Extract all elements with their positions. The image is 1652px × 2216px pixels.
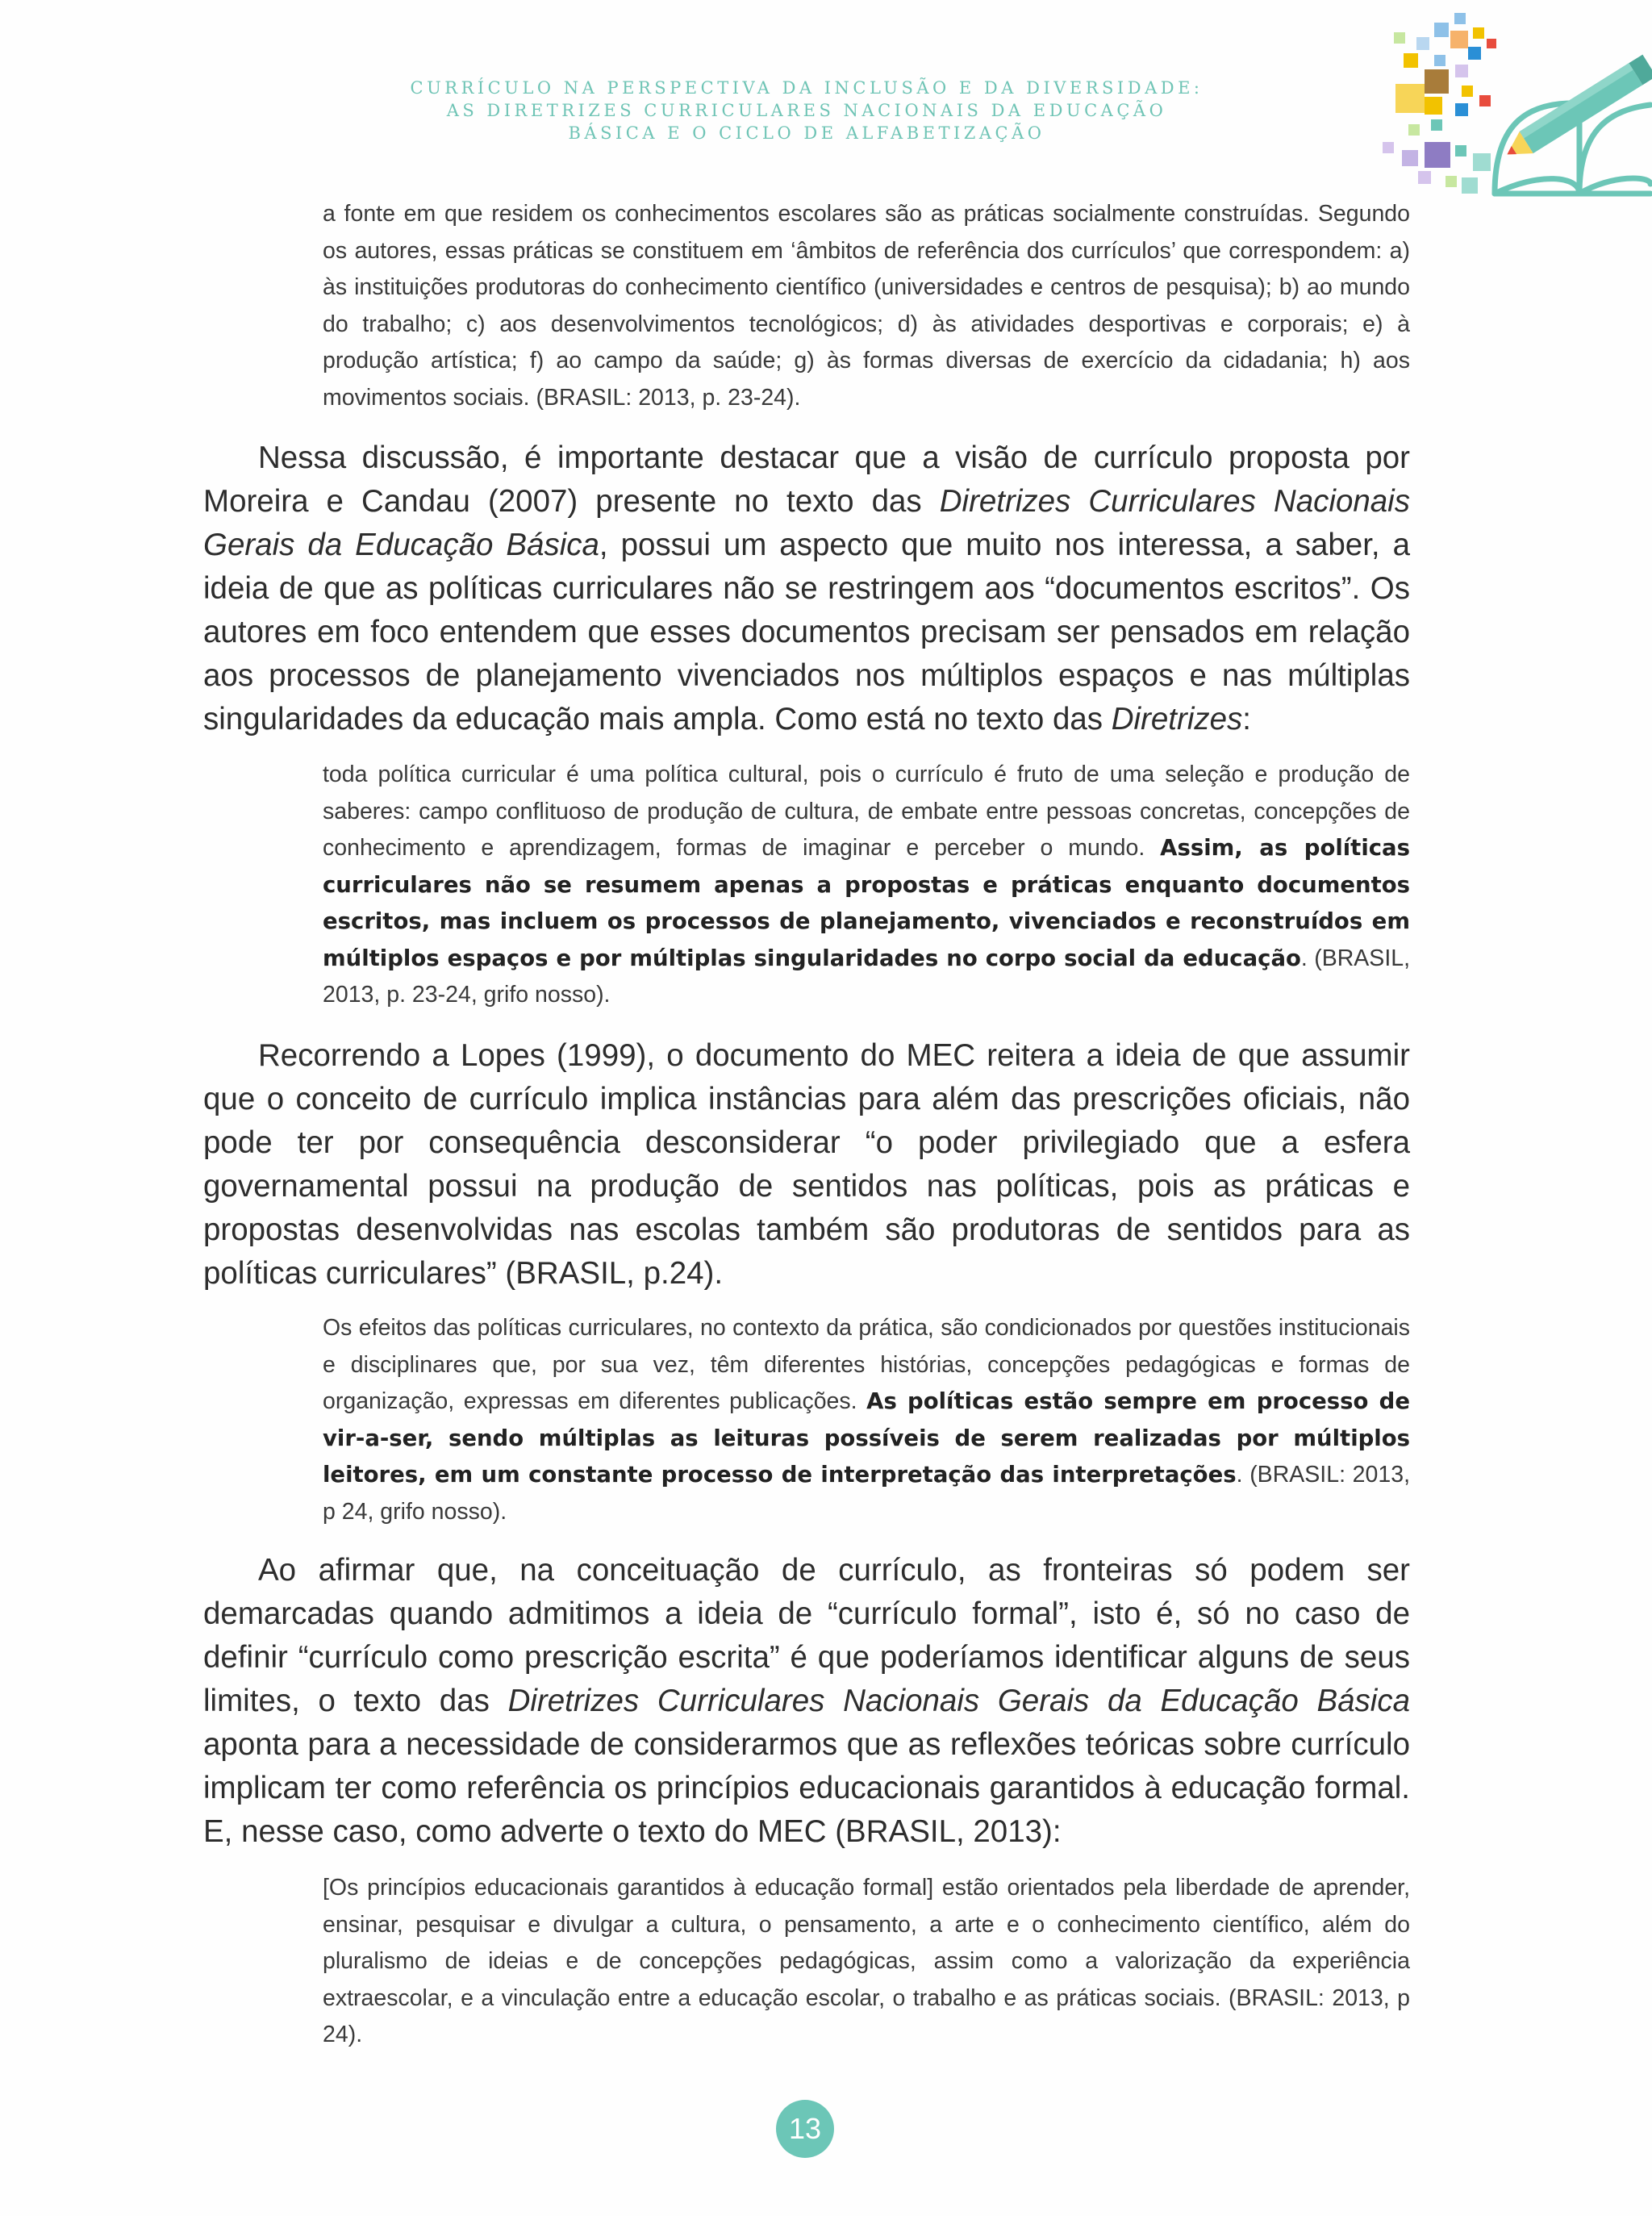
block-quote-2: toda política curricular é uma política cultural, pois o currículo é fruto de uma seleção e produção de saberes: campo conflituoso de produção de cultura, de embate entre pessoas concretas, concepções de conhecimento e aprendizagem, formas de imaginar e perceber o mundo. Assim, as políticas curriculares não se resumem apenas a propostas e práticas enquanto documentos escritos, mas incluem os processos de planejamento, vivenciados e reconstruídos em múltiplos espaços e por múltiplas singularidades no corpo social da educação. (BRASIL, 2013, p. 23-24, grifo nosso). [323,762,1411,1008]
header-line-2: AS DIRETRIZES CURRICULARES NACIONAIS DA EDUCAÇÃO [446,101,1167,120]
header-line-1: CURRÍCULO NA PERSPECTIVA DA INCLUSÃO E DA DIVERSIDADE: [410,78,1204,98]
paragraph-2: Recorrendo a Lopes (1999), o documento do MEC reitera a ideia de que assumir que o conceito de currículo implica instâncias para além das prescrições oficiais, não pode ter por consequência desconsiderar “o poder privilegiado que a esfera governamental possui na produção de sentidos nas políticas, pois as práticas e propostas desenvolvidas nas escolas também são produtoras de sentidos para as políticas curriculares” (BRASIL, p.24). [203,1038,1410,1291]
emphasis-title: Diretrizes Curriculares Nacionais Gerais da Educação Básica [507,1684,1410,1718]
emphasis-diretrizes: Diretrizes [1111,702,1243,737]
block-quote-4: [Os princípios educacionais garantidos à educação formal] estão orientados pela liberdade de aprender, ensinar, pesquisar e divulgar a cultura, o pensamento, a arte e o conhecimento científico, além do pluralismo de ideias e de concepções pedagógicas, assim como a valorização da experiência extraescolar, e a vinculação entre a educação escolar, o trabalho e as práticas sociais. (BRASIL: 2013, p 24). [323,1875,1410,2047]
running-header [403,77,1210,144]
pixel-squares [1383,13,1496,194]
quote-highlight: Assim, as políticas curriculares não se resumem apenas a propostas e práticas enquanto documentos escritos, mas incluem os processos de planejamento, vivenciados e reconstruídos em múltiplos espaços e por múltiplas singularidades no corpo social da educação [323,835,1410,971]
block-quote-3: Os efeitos das políticas curriculares, no contexto da prática, são condicionados por questões institucionais e disciplinares que, por sua vez, têm diferentes histórias, concepções pedagógicas e formas de organização, expressas em diferentes publicações. As políticas estão sempre em processo de vir-a-ser, sendo múltiplas as leituras possíveis de serem realizadas por múltiplos leitores, em um constante processo de interpretação das interpretações. (BRASIL: 2013, p 24, grifo nosso). [323,1315,1410,1525]
quote-highlight: As políticas estão sempre em processo de vir-a-ser, sendo múltiplas as leituras possíveis de serem realizadas por múltiplos leitores, em um constante processo de interpretação das interpretações [323,1388,1410,1488]
emphasis-title: Diretrizes Curriculares Nacionais Gerais da Educação Básica [203,484,1410,562]
block-quote-1: a fonte em que residem os conhecimentos escolares são as práticas socialmente construídas. Segundo os autores, essas práticas se constituem em ‘âmbitos de referência dos currículos’ que correspondem: a) às instituições produtoras do conhecimento científico (universidades e centros de pesquisa); b) ao mundo do trabalho; c) aos desenvolvimentos tecnológicos; d) às atividades desportivas e corporais; e) à produção artística; f) ao campo da saúde; g) às formas diversas de exercício da cidadania; h) aos movimentos sociais. (BRASIL: 2013, p. 23-24). [323,201,1410,411]
paragraph-3: Ao afirmar que, na conceituação de currículo, as fronteiras só podem ser demarcadas quando admitimos a ideia de “currículo formal”, isto é, só no caso de definir “currículo como prescrição escrita” é que poderíamos identificar alguns de seus limites, o texto das Diretrizes Curriculares Nacionais Gerais da Educação Básica aponta para a necessidade de considerarmos que as reflexões teóricas sobre currículo implicam ter como referência os princípios educacionais garantidos à educação formal. E, nesse caso, como adverte o texto do MEC (BRASIL, 2013): [203,1553,1410,1849]
book-pencil-icon [1313,6,1652,200]
header-line-3: BÁSICA E O CICLO DE ALFABETIZAÇÃO [568,123,1045,143]
page-number: 13 [776,2100,834,2158]
paragraph-1: Nessa discussão, é importante destacar que a visão de currículo proposta por Moreira e Candau (2007) presente no texto das Diretrizes Curriculares Nacionais Gerais da Educação Básica, possui um aspecto que muito nos interessa, a saber, a ideia de que as políticas curriculares não se restringem aos “documentos escritos”. Os autores em foco entendem que esses documentos precisam ser pensados em relação aos processos de planejamento vivenciados nos múltiplos espaços e nas múltiplas singularidades da educação mais ampla. Como está no texto das Diretrizes: [203,440,1410,737]
